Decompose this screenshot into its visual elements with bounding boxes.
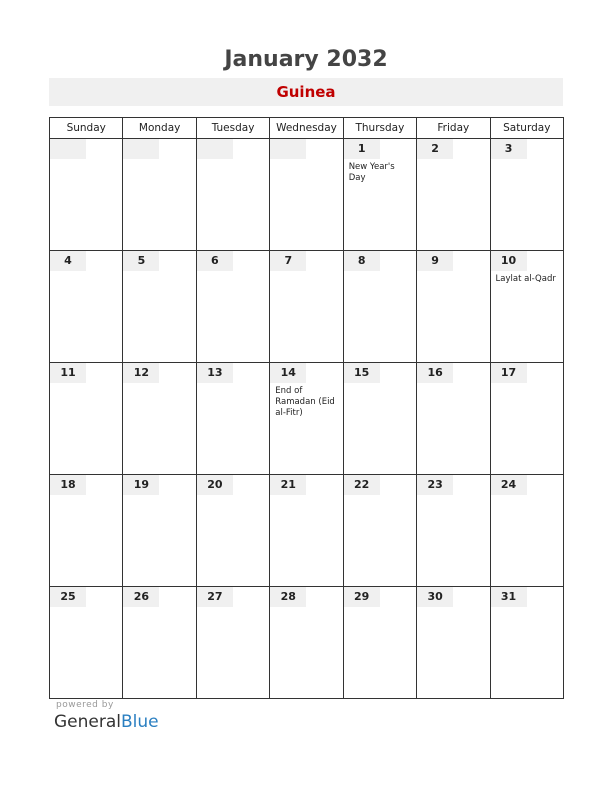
day-cell — [490, 251, 563, 363]
day-cell — [123, 139, 196, 251]
page-title: January 2032 — [224, 47, 388, 72]
day-cell — [490, 587, 563, 699]
country-name: Guinea — [276, 83, 336, 101]
day-cell — [270, 251, 343, 363]
holiday-label: Laylat al-Qadr — [495, 274, 556, 284]
day-number-text: 1 — [357, 142, 366, 155]
day-cell — [343, 139, 416, 251]
day-number-text: 13 — [207, 366, 223, 379]
day-number — [50, 251, 86, 271]
day-number-text: 16 — [427, 366, 443, 379]
week-row — [50, 587, 564, 699]
day-number — [491, 139, 527, 159]
weekday-header: Saturday — [490, 118, 563, 139]
day-number — [123, 587, 159, 607]
day-number-text: 20 — [207, 478, 223, 491]
day-cell — [417, 363, 490, 475]
week-row — [50, 363, 564, 475]
day-cell — [196, 363, 269, 475]
empty-day-marker — [197, 139, 233, 159]
day-number-text: 2 — [431, 142, 439, 155]
day-number-text: 11 — [60, 366, 76, 379]
day-number-text: 26 — [133, 590, 150, 603]
empty-day-marker — [123, 139, 159, 159]
day-cell — [196, 587, 269, 699]
day-number — [270, 363, 306, 383]
weekday-header: Monday — [123, 118, 196, 139]
powered-by-text: powered by — [56, 700, 114, 710]
day-number — [197, 587, 233, 607]
day-cell — [490, 363, 563, 475]
day-cell — [417, 475, 490, 587]
day-cell — [270, 475, 343, 587]
day-number-text: 30 — [427, 590, 443, 603]
day-number-text: 23 — [427, 478, 443, 491]
holiday-label: New Year's Day — [348, 162, 395, 183]
day-number-text: 27 — [207, 590, 223, 603]
day-number-text: 10 — [500, 254, 517, 267]
week-row — [50, 251, 564, 363]
day-number — [50, 587, 86, 607]
day-number — [491, 475, 527, 495]
week-row — [50, 139, 564, 251]
day-number — [270, 251, 306, 271]
day-number — [197, 251, 233, 271]
day-number — [50, 363, 86, 383]
weekday-header: Thursday — [343, 118, 416, 139]
day-number-text: 12 — [133, 366, 150, 379]
day-number-text: 8 — [357, 254, 366, 267]
day-number-text: 29 — [354, 590, 370, 603]
day-number — [491, 251, 527, 271]
day-number-text: 7 — [284, 254, 293, 267]
empty-day-marker — [270, 139, 306, 159]
day-cell — [270, 363, 343, 475]
day-number-text: 15 — [354, 366, 370, 379]
day-cell — [123, 251, 196, 363]
day-cell — [343, 251, 416, 363]
day-cell — [417, 251, 490, 363]
day-number-text: 31 — [500, 590, 517, 603]
day-number — [344, 363, 380, 383]
day-cell — [343, 475, 416, 587]
day-number-text: 3 — [504, 142, 513, 155]
day-cell — [417, 587, 490, 699]
day-number-text: 19 — [133, 478, 150, 491]
day-number — [270, 587, 306, 607]
day-number — [491, 363, 527, 383]
day-number — [344, 251, 380, 271]
day-cell — [196, 475, 269, 587]
day-number — [344, 475, 380, 495]
day-number-text: 25 — [60, 590, 76, 603]
brand-blue: Blue — [121, 712, 159, 732]
day-number-text: 21 — [280, 478, 296, 491]
day-cell — [123, 587, 196, 699]
day-number — [417, 251, 453, 271]
day-number — [123, 475, 159, 495]
day-cell — [50, 363, 123, 475]
day-cell — [123, 475, 196, 587]
day-cell — [270, 587, 343, 699]
day-cell — [343, 363, 416, 475]
day-number-text: 22 — [354, 478, 370, 491]
holiday-label: End of Ramadan (Eid al-Fitr) — [275, 386, 335, 418]
day-number — [197, 475, 233, 495]
day-number — [197, 363, 233, 383]
day-number — [50, 475, 86, 495]
day-cell — [417, 139, 490, 251]
generalblue-logo[interactable] — [54, 712, 159, 732]
brand-general: General — [54, 712, 121, 732]
weekday-header: Wednesday — [270, 118, 343, 139]
day-cell — [490, 475, 563, 587]
day-number-text: 9 — [431, 254, 439, 267]
day-number — [491, 587, 527, 607]
day-number — [270, 475, 306, 495]
day-number-text: 18 — [60, 478, 76, 491]
weekday-header: Tuesday — [196, 118, 269, 139]
day-cell — [50, 139, 123, 251]
weekday-header: Friday — [417, 118, 490, 139]
day-number — [417, 587, 453, 607]
day-cell — [343, 587, 416, 699]
day-number-text: 6 — [211, 254, 219, 267]
day-cell — [490, 139, 563, 251]
day-number-text: 28 — [280, 590, 296, 603]
day-number — [344, 139, 380, 159]
country-banner — [49, 78, 563, 106]
day-cell — [123, 363, 196, 475]
day-number-text: 24 — [500, 478, 517, 491]
calendar-grid — [49, 117, 564, 699]
day-number-text: 17 — [500, 366, 517, 379]
weekday-header-row — [50, 118, 564, 139]
day-number — [344, 587, 380, 607]
day-number-text: 14 — [280, 366, 296, 379]
day-number — [123, 363, 159, 383]
empty-day-marker — [50, 139, 86, 159]
day-cell — [50, 587, 123, 699]
day-number — [417, 363, 453, 383]
day-cell — [196, 139, 269, 251]
weekday-header: Sunday — [50, 118, 123, 139]
day-number-text: 5 — [137, 254, 146, 267]
day-cell — [50, 251, 123, 363]
day-number — [417, 139, 453, 159]
week-row — [50, 475, 564, 587]
day-number — [417, 475, 453, 495]
day-cell — [270, 139, 343, 251]
day-number-text: 4 — [64, 254, 72, 267]
day-cell — [196, 251, 269, 363]
day-cell — [50, 475, 123, 587]
day-number — [123, 251, 159, 271]
